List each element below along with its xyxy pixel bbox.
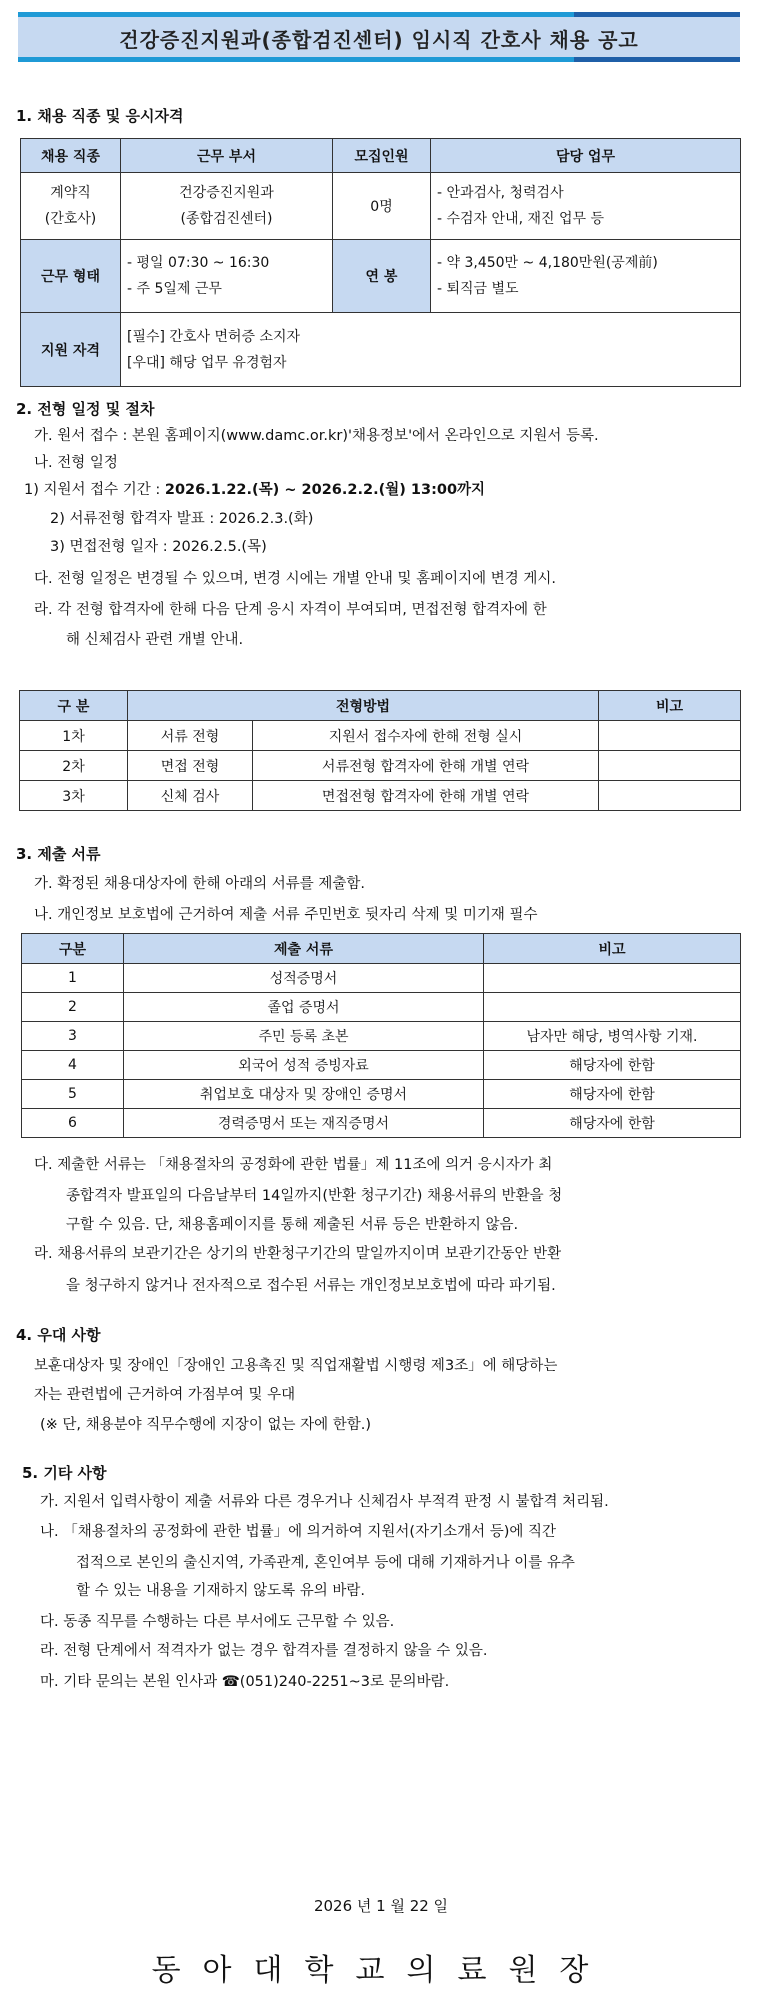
header-division: 구분 bbox=[22, 934, 124, 964]
stage: 3차 bbox=[20, 781, 128, 811]
doc-no: 3 bbox=[22, 1022, 124, 1051]
text-line: 보훈대상자 및 장애인「장애인 고용촉진 및 직업재활법 시행령 제3조」에 해당하는 bbox=[34, 1358, 558, 1374]
doc-no: 6 bbox=[22, 1109, 124, 1138]
text-line: 라. 전형 단계에서 적격자가 없는 경우 합격자를 결정하지 않을 수 있음. bbox=[40, 1643, 488, 1659]
table-header-row bbox=[22, 934, 741, 964]
contact-phone: (051)240-2251~3로 문의바람. bbox=[239, 1674, 450, 1690]
doc-no: 2 bbox=[22, 993, 124, 1022]
stage-type: 면접 전형 bbox=[128, 751, 253, 781]
page-title: 건강증진지원과(종합검진센터) 임시직 간호사 채용 공고 bbox=[119, 28, 639, 52]
table-row bbox=[20, 781, 741, 811]
salary-line: - 약 3,450만 ~ 4,180만원(공제前) bbox=[437, 255, 658, 271]
dept-line: (종합검진센터) bbox=[180, 211, 273, 227]
stage-note bbox=[599, 781, 741, 811]
stage-note bbox=[599, 751, 741, 781]
doc-note: 해당자에 한함 bbox=[484, 1051, 741, 1080]
stage-desc: 서류전형 합격자에 한해 개별 연락 bbox=[253, 751, 599, 781]
header-dept: 근무 부서 bbox=[121, 139, 333, 173]
text-line: (※ 단, 채용분야 직무수행에 지장이 없는 자에 한함.) bbox=[40, 1417, 372, 1433]
phone-icon: ☎ bbox=[221, 1674, 240, 1690]
text-line: 나. 전형 일정 bbox=[34, 455, 118, 471]
recruit-count: 0명 bbox=[333, 173, 431, 240]
header-note: 비고 bbox=[599, 691, 741, 721]
header-count: 모집인원 bbox=[333, 139, 431, 173]
salary-line: - 퇴직금 별도 bbox=[437, 281, 519, 297]
doc-name: 취업보호 대상자 및 장애인 증명서 bbox=[124, 1080, 484, 1109]
doc-name: 외국어 성적 증빙자료 bbox=[124, 1051, 484, 1080]
table-row bbox=[20, 721, 741, 751]
job-line: 계약직 bbox=[50, 185, 91, 201]
text-line bbox=[40, 1670, 449, 1691]
text-line: 을 청구하지 않거나 전자적으로 접수된 서류는 개인정보보호법에 따라 파기됨. bbox=[66, 1278, 556, 1294]
text-line: 다. 동종 직무를 수행하는 다른 부서에도 근무할 수 있음. bbox=[40, 1614, 395, 1630]
job-line: (간호사) bbox=[44, 211, 97, 227]
header-method: 전형방법 bbox=[128, 691, 599, 721]
doc-name: 졸업 증명서 bbox=[124, 993, 484, 1022]
text-line: 다. 제출한 서류는 「채용절차의 공정화에 관한 법률」제 11조에 의거 응시자가 최 bbox=[34, 1157, 553, 1173]
stage-note bbox=[599, 721, 741, 751]
header-duty: 담당 업무 bbox=[431, 139, 741, 173]
section-5-heading: 5. 기타 사항 bbox=[22, 1464, 107, 1482]
doc-no: 1 bbox=[22, 964, 124, 993]
contact-prefix: 마. 기타 문의는 본원 인사과 bbox=[40, 1674, 222, 1690]
text-line: 구할 수 있음. 단, 채용홈페이지를 통해 제출된 서류 등은 반환하지 않음. bbox=[66, 1217, 519, 1233]
text-line: 다. 전형 일정은 변경될 수 있으며, 변경 시에는 개별 안내 및 홈페이지에 변경 게시. bbox=[34, 571, 556, 587]
table-row bbox=[22, 993, 741, 1022]
job-table bbox=[20, 138, 741, 387]
text-line: 2) 서류전형 합격자 발표 : 2026.2.3.(화) bbox=[50, 511, 314, 527]
banner-top-bar bbox=[18, 12, 740, 17]
schedule-period: 2026.1.22.(목) ~ 2026.2.2.(월) 13:00까지 bbox=[164, 482, 486, 498]
duty-line: - 안과검사, 청력검사 bbox=[437, 185, 564, 201]
stage-type: 서류 전형 bbox=[128, 721, 253, 751]
doc-note bbox=[484, 964, 741, 993]
text-line: 접적으로 본인의 출신지역, 가족관계, 혼인여부 등에 대해 기재하거나 이를 유추 bbox=[76, 1555, 575, 1571]
dept-line: 건강증진지원과 bbox=[179, 185, 274, 201]
table-row bbox=[21, 240, 741, 313]
table-row bbox=[22, 964, 741, 993]
doc-name: 주민 등록 초본 bbox=[124, 1022, 484, 1051]
table-row bbox=[21, 173, 741, 240]
header-note: 비고 bbox=[484, 934, 741, 964]
duty-line: - 수검자 안내, 재진 업무 등 bbox=[437, 211, 604, 227]
text-line: 나. 개인정보 보호법에 근거하여 제출 서류 주민번호 뒷자리 삭제 및 미기재 필수 bbox=[34, 907, 538, 923]
doc-name: 성적증명서 bbox=[124, 964, 484, 993]
table-header-row bbox=[20, 691, 741, 721]
header-salary: 연 봉 bbox=[333, 240, 431, 313]
stage-desc: 면접전형 합격자에 한해 개별 연락 bbox=[253, 781, 599, 811]
worktype-line: - 주 5일제 근무 bbox=[127, 281, 222, 297]
schedule-label: 1) 지원서 접수 기간 : bbox=[24, 482, 165, 498]
stage-desc: 지원서 접수자에 한해 전형 실시 bbox=[253, 721, 599, 751]
stage: 2차 bbox=[20, 751, 128, 781]
table-header-row bbox=[21, 139, 741, 173]
doc-note: 해당자에 한함 bbox=[484, 1080, 741, 1109]
section-4-heading: 4. 우대 사항 bbox=[16, 1326, 101, 1344]
section-2-heading: 2. 전형 일정 및 절차 bbox=[16, 400, 155, 418]
stage-type: 신체 검사 bbox=[128, 781, 253, 811]
header-worktype: 근무 형태 bbox=[21, 240, 121, 313]
table-row bbox=[22, 1080, 741, 1109]
signature-issuer: 동아대학교의료원장 bbox=[151, 1953, 611, 1988]
header-document: 제출 서류 bbox=[124, 934, 484, 964]
title-banner bbox=[18, 12, 740, 62]
doc-note bbox=[484, 993, 741, 1022]
table-row bbox=[20, 751, 741, 781]
text-line: 라. 각 전형 합격자에 한해 다음 단계 응시 자격이 부여되며, 면접전형 합격자에 한 bbox=[34, 602, 547, 618]
header-qualification: 지원 자격 bbox=[21, 313, 121, 387]
banner-bottom-bar bbox=[18, 57, 740, 62]
table-row bbox=[21, 313, 741, 387]
text-line: 라. 채용서류의 보관기간은 상기의 반환청구기간의 말일까지이며 보관기간동안 반환 bbox=[34, 1246, 562, 1262]
doc-no: 5 bbox=[22, 1080, 124, 1109]
text-line: 해 신체검사 관련 개별 안내. bbox=[66, 632, 244, 648]
text-line: 종합격자 발표일의 다음날부터 14일까지(반환 청구기간) 채용서류의 반환을 청 bbox=[66, 1188, 563, 1204]
text-line: 가. 확정된 채용대상자에 한해 아래의 서류를 제출함. bbox=[34, 876, 366, 892]
worktype-line: - 평일 07:30 ~ 16:30 bbox=[127, 255, 270, 271]
text-line bbox=[24, 478, 485, 499]
text-line: 가. 지원서 입력사항이 제출 서류와 다른 경우거나 신체검사 부적격 판정 시 불합격 처리됨. bbox=[40, 1494, 609, 1510]
text-line: 할 수 있는 내용을 기재하지 않도록 유의 바람. bbox=[76, 1583, 365, 1599]
text-line: 자는 관련법에 근거하여 가점부여 및 우대 bbox=[34, 1387, 296, 1403]
doc-note: 해당자에 한함 bbox=[484, 1109, 741, 1138]
header-division: 구 분 bbox=[20, 691, 128, 721]
doc-name: 경력증명서 또는 재직증명서 bbox=[124, 1109, 484, 1138]
text-line: 나. 「채용절차의 공정화에 관한 법률」에 의거하여 지원서(자기소개서 등)에 직간 bbox=[40, 1524, 557, 1540]
text-line: 3) 면접전형 일자 : 2026.2.5.(목) bbox=[50, 539, 267, 555]
doc-note: 남자만 해당, 병역사항 기재. bbox=[484, 1022, 741, 1051]
qualification-line: [필수] 간호사 면허증 소지자 bbox=[127, 328, 301, 345]
header-job: 채용 직종 bbox=[21, 139, 121, 173]
qualification-line: [우대] 해당 업무 유경험자 bbox=[127, 354, 287, 371]
documents-table bbox=[21, 933, 741, 1138]
section-1-heading: 1. 채용 직종 및 응시자격 bbox=[16, 107, 184, 125]
table-row bbox=[22, 1109, 741, 1138]
selection-table bbox=[19, 690, 741, 811]
table-row bbox=[22, 1051, 741, 1080]
stage: 1차 bbox=[20, 721, 128, 751]
text-line: 가. 원서 접수 : 본원 홈페이지(www.damc.or.kr)'채용정보'에서 온라인으로 지원서 등록. bbox=[34, 428, 599, 444]
section-3-heading: 3. 제출 서류 bbox=[16, 845, 101, 863]
announcement-date: 2026 년 1 월 22 일 bbox=[313, 1897, 449, 1915]
doc-no: 4 bbox=[22, 1051, 124, 1080]
table-row bbox=[22, 1022, 741, 1051]
